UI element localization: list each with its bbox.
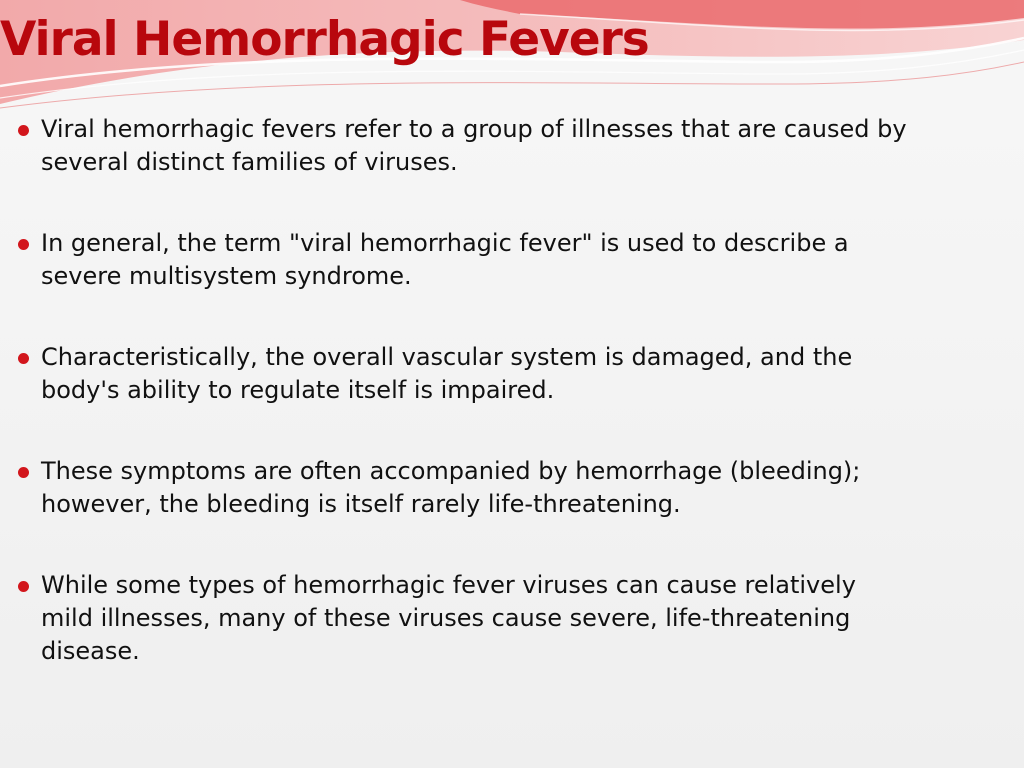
- bullet-item: [18, 569, 908, 668]
- bullet-item: [18, 113, 908, 179]
- bullet-text: These symptoms are often accompanied by hemorrhage (bleeding); however, the bleeding is itself rarely life-threatening.: [41, 457, 861, 518]
- bullet-list: [18, 113, 908, 668]
- bullet-dot-icon: [18, 581, 29, 592]
- slide-title: Viral Hemorrhagic Fevers: [0, 12, 649, 67]
- bullet-dot-icon: [18, 353, 29, 364]
- bullet-dot-icon: [18, 467, 29, 478]
- bullet-item: [18, 227, 908, 293]
- bullet-dot-icon: [18, 125, 29, 136]
- bullet-dot-icon: [18, 239, 29, 250]
- bullet-item: [18, 455, 908, 521]
- bullet-text: Viral hemorrhagic fevers refer to a group of illnesses that are caused by several distinct families of viruses.: [41, 115, 907, 176]
- bullet-item: [18, 341, 908, 407]
- bullet-text: In general, the term "viral hemorrhagic fever" is used to describe a severe multisystem syndrome.: [41, 229, 849, 290]
- bullet-text: Characteristically, the overall vascular system is damaged, and the body's ability to regulate itself is impaired.: [41, 343, 853, 404]
- bullet-text: While some types of hemorrhagic fever viruses can cause relatively mild illnesses, many of these viruses cause severe, life-threatening disease.: [41, 571, 856, 665]
